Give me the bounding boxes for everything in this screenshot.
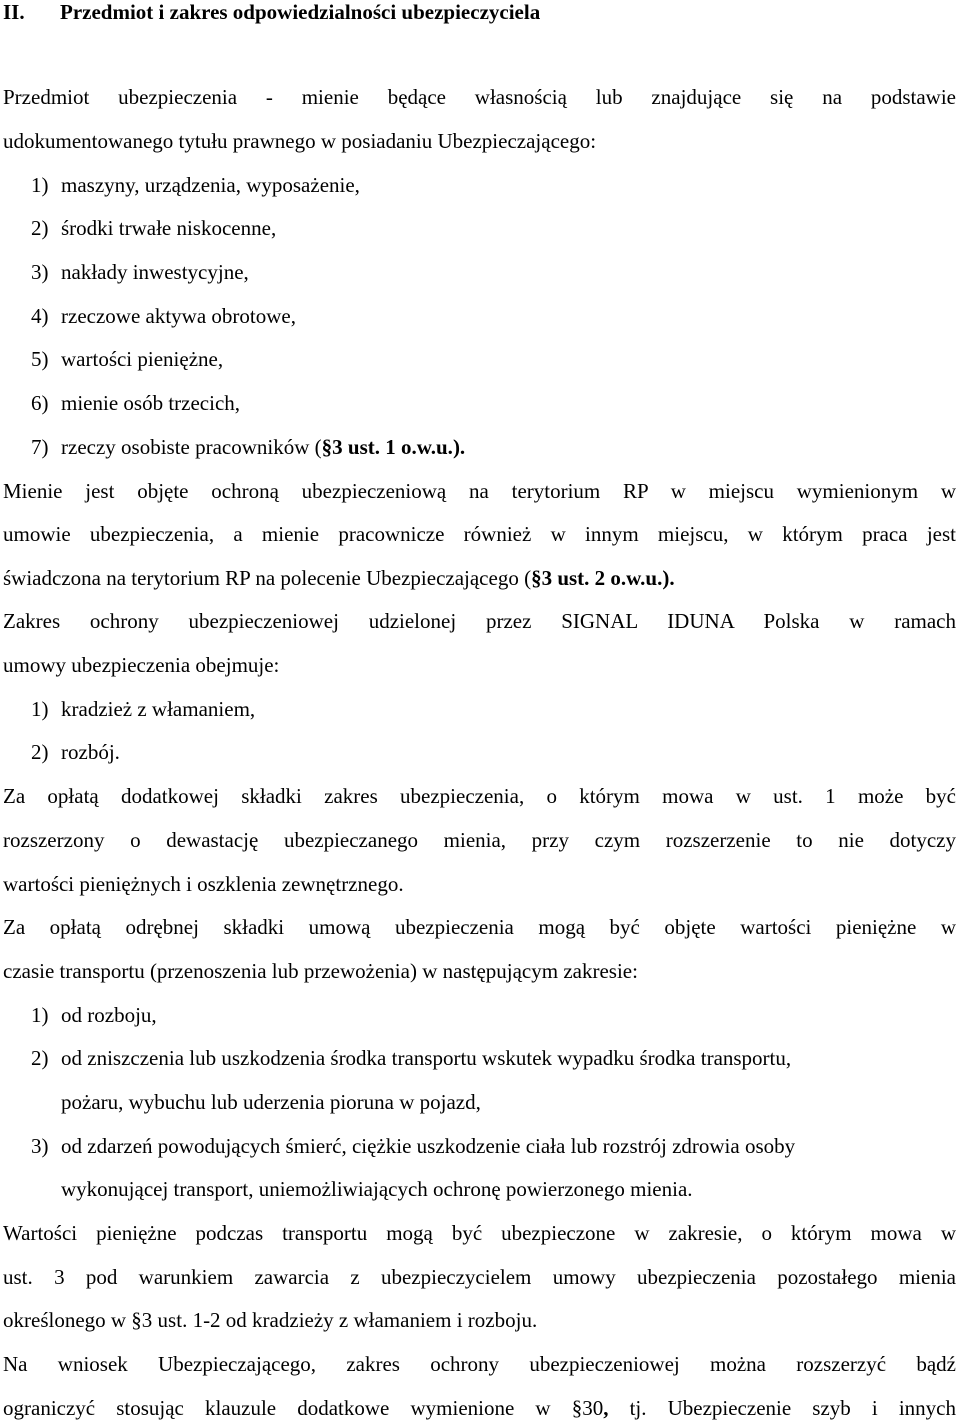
legal-reference: §3 ust. 2 o.w.u.	[531, 566, 663, 590]
section-number: II.	[3, 0, 25, 24]
paragraph-line: rozszerzony o dewastację ubezpieczanego mienia, przy czym rozszerzenie to nie dotyczy	[3, 828, 956, 852]
list-text: od zdarzeń powodujących śmierć, ciężkie uszkodzenie ciała lub rozstrój zdrowia osoby	[61, 1134, 796, 1158]
list-tail: ).	[452, 435, 466, 459]
list-item	[31, 173, 956, 197]
list-item	[31, 391, 956, 415]
paragraph-line: Zakres ochrony ubezpieczeniowej udzielonej przez SIGNAL IDUNA Polska w ramach	[3, 609, 956, 633]
paragraph-tail: ).	[662, 566, 675, 590]
list-text: rozbój.	[61, 740, 120, 764]
list-item	[31, 216, 956, 240]
list-text: rzeczowe aktywa obrotowe,	[61, 304, 296, 328]
paragraph-line: Mienie jest objęte ochroną ubezpieczeniową na terytorium RP w miejscu wymienionym w	[3, 479, 956, 503]
list-item-continuation: wykonującej transport, uniemożliwiających ochronę powierzonego mienia.	[61, 1177, 693, 1201]
list-text: wartości pieniężne,	[61, 347, 224, 371]
list-item	[31, 1003, 956, 1027]
list-number: 1)	[31, 173, 49, 197]
paragraph-line: Na wniosek Ubezpieczającego, zakres ochrony ubezpieczeniowej można rozszerzyć bądź	[3, 1352, 956, 1376]
list-text: maszyny, urządzenia, wyposażenie,	[61, 173, 360, 197]
paragraph-line	[3, 566, 956, 590]
list-number: 7)	[31, 435, 49, 459]
list-item	[31, 347, 956, 371]
legal-reference: §3 ust. 1 o.w.u.	[321, 435, 453, 459]
list-number: 5)	[31, 347, 49, 371]
list-number: 3)	[31, 1134, 49, 1158]
list-item	[31, 435, 956, 459]
section-title: Przedmiot i zakres odpowiedzialności ubezpieczyciela	[60, 0, 541, 24]
list-text: środki trwałe niskocenne,	[61, 216, 277, 240]
list-number: 4)	[31, 304, 49, 328]
paragraph-line: Za opłatą dodatkowej składki zakres ubezpieczenia, o którym mowa w ust. 1 może być	[3, 784, 956, 808]
list-number: 3)	[31, 260, 49, 284]
paragraph-line: ust. 3 pod warunkiem zawarcia z ubezpieczycielem umowy ubezpieczenia pozostałego mienia	[3, 1265, 956, 1289]
list-text: mienie osób trzecich,	[61, 391, 241, 415]
paragraph-line: określonego w §3 ust. 1-2 od kradzieży z włamaniem i rozboju.	[3, 1308, 538, 1332]
list-number: 1)	[31, 697, 49, 721]
list-text: nakłady inwestycyjne,	[61, 260, 249, 284]
list-number: 2)	[31, 1046, 49, 1070]
paragraph-text: ograniczyć stosując klauzule dodatkowe wymienione w §30	[3, 1396, 604, 1420]
paragraph-line: wartości pieniężnych i oszklenia zewnętrznego.	[3, 872, 404, 896]
list-number: 2)	[31, 740, 49, 764]
list-number: 2)	[31, 216, 49, 240]
paragraph-line: Za opłatą odrębnej składki umową ubezpieczenia mogą być objęte wartości pieniężne w	[3, 915, 956, 939]
list-number: 6)	[31, 391, 49, 415]
paragraph-line: czasie transportu (przenoszenia lub przewożenia) w następującym zakresie:	[3, 959, 638, 983]
paragraph-line: Wartości pieniężne podczas transportu mogą być ubezpieczone w zakresie, o którym mowa w	[3, 1221, 956, 1245]
paragraph-line: umowie ubezpieczenia, a mienie pracownicze również w innym miejscu, w którym praca jest	[3, 522, 956, 546]
paragraph-line: Przedmiot ubezpieczenia - mienie będące własnością lub znajdujące się na podstawie	[3, 85, 956, 109]
list-item	[31, 260, 956, 284]
paragraph-comma: ,	[603, 1396, 609, 1420]
paragraph-line: umowy ubezpieczenia obejmuje:	[3, 653, 280, 677]
list-item	[31, 740, 956, 764]
list-item	[31, 697, 956, 721]
list-item	[31, 304, 956, 328]
paragraph-text: tj. Ubezpieczenie szyb i innych	[608, 1396, 957, 1420]
list-item	[31, 1046, 956, 1070]
paragraph-line: udokumentowanego tytułu prawnego w posiadaniu Ubezpieczającego:	[3, 129, 597, 153]
paragraph-text: świadczona na terytorium RP na polecenie Ubezpieczającego (	[3, 566, 532, 590]
paragraph-line	[3, 1396, 956, 1420]
list-item-continuation: pożaru, wybuchu lub uderzenia pioruna w pojazd,	[61, 1090, 481, 1114]
list-number: 1)	[31, 1003, 49, 1027]
list-text: od rozboju,	[61, 1003, 157, 1027]
list-text: rzeczy osobiste pracowników (	[61, 435, 322, 459]
list-text: kradzież z włamaniem,	[61, 697, 256, 721]
section-heading	[3, 0, 956, 24]
list-item	[31, 1134, 956, 1158]
list-text: od zniszczenia lub uszkodzenia środka transportu wskutek wypadku środka transportu,	[61, 1046, 792, 1070]
